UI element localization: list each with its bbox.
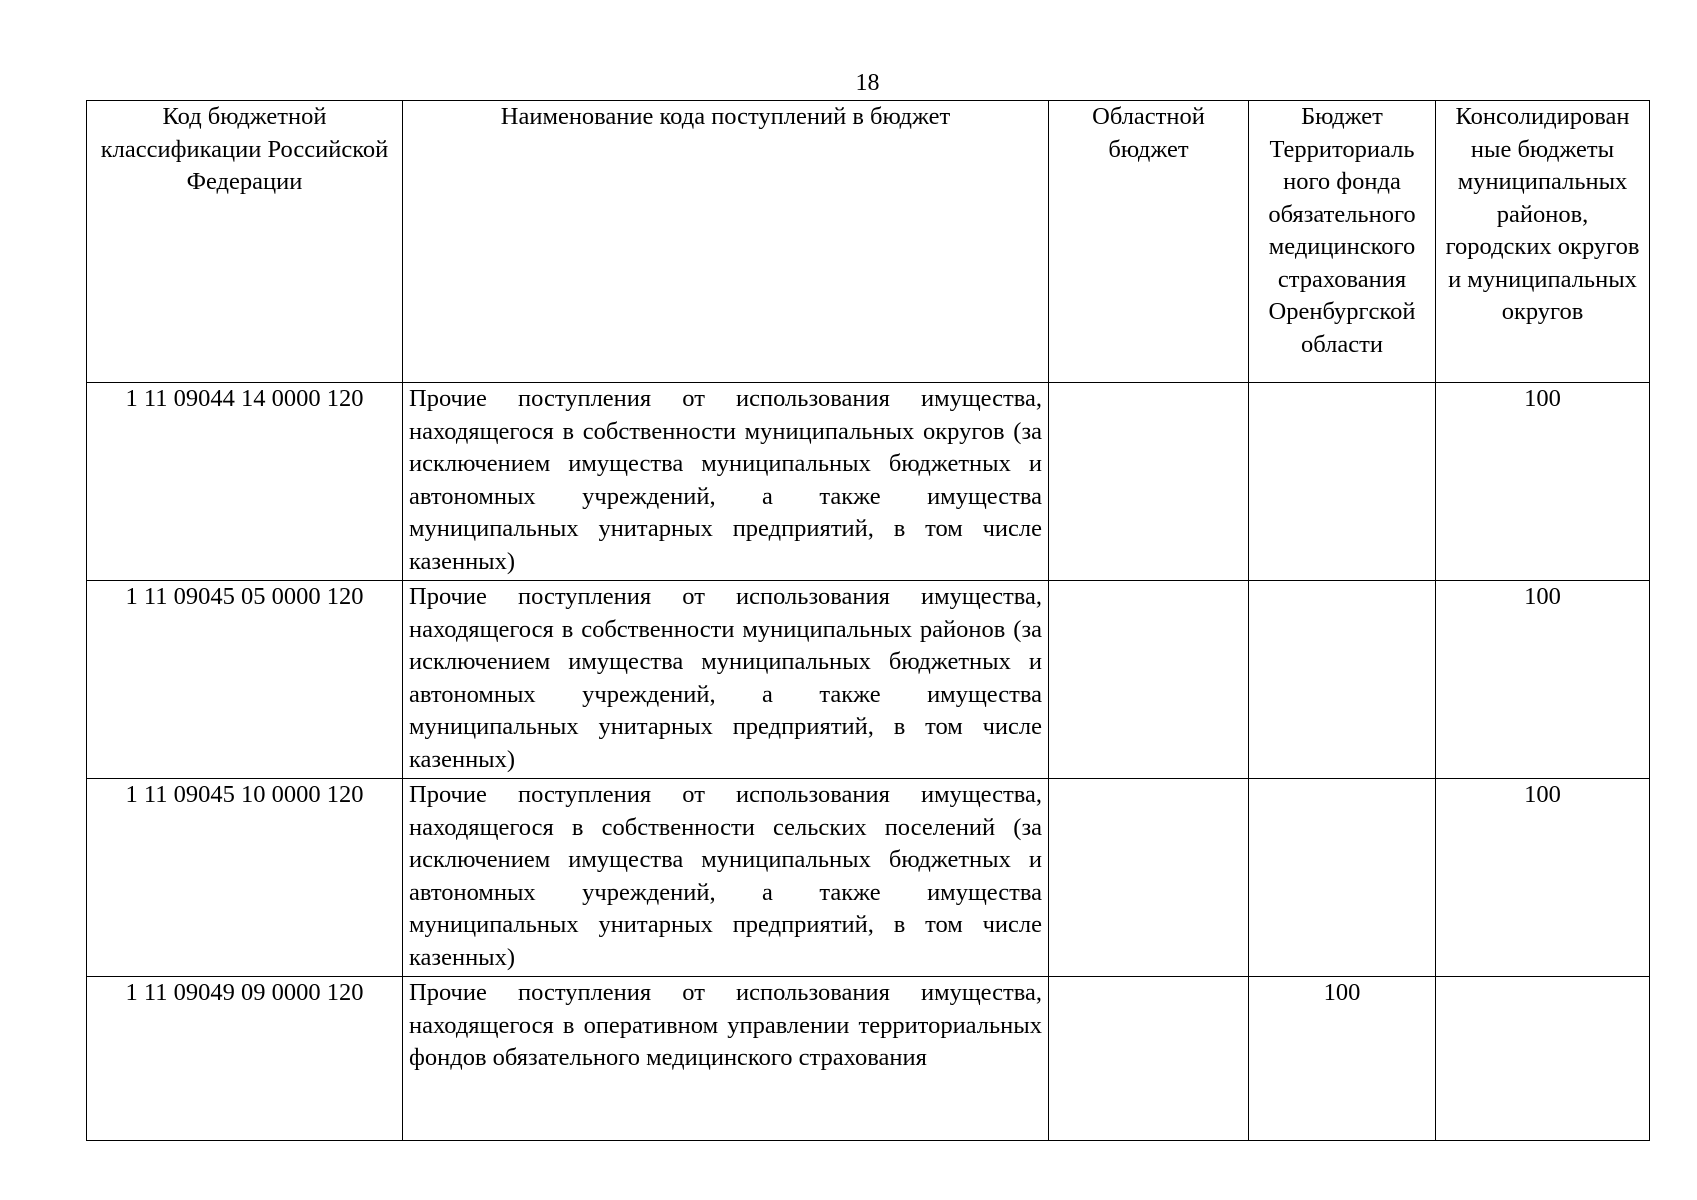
row-name: Прочие поступления от использования имущества, находящегося в собственности муниципальных округов (за исключением имущества муниципальных бюджетных и автономных учреждений, а также имущества муниципальных унитарных предприятий, в том числе казенных) — [403, 383, 1049, 581]
row-code: 1 11 09045 05 0000 120 — [87, 581, 403, 779]
row-municipal-value: 100 — [1436, 383, 1650, 581]
row-tfoms-value — [1249, 581, 1436, 779]
row-municipal-value: 100 — [1436, 581, 1650, 779]
row-tfoms-value: 100 — [1249, 977, 1436, 1141]
table-row — [87, 383, 1650, 581]
row-municipal-value — [1436, 977, 1650, 1141]
row-name: Прочие поступления от использования имущества, находящегося в оперативном управлении территориальных фондов обязательного медицинского страхования — [403, 977, 1049, 1141]
header-code: Код бюджетной классификации Российской Федерации — [87, 101, 403, 383]
row-regional-value — [1049, 383, 1249, 581]
budget-classification-table — [86, 100, 1650, 1141]
header-municipal-budgets: Консолидирован ные бюджеты муниципальных районов, городских округов и муниципальных округов — [1436, 101, 1650, 383]
header-tfoms-budget: Бюджет Территориаль ного фонда обязательного медицинского страхования Оренбургской области — [1249, 101, 1436, 383]
table-row — [87, 779, 1650, 977]
table-row — [87, 581, 1650, 779]
header-regional-budget: Областной бюджет — [1049, 101, 1249, 383]
table-row — [87, 977, 1650, 1141]
page-number: 18 — [855, 70, 880, 96]
row-regional-value — [1049, 779, 1249, 977]
row-code: 1 11 09049 09 0000 120 — [87, 977, 403, 1141]
header-name: Наименование кода поступлений в бюджет — [403, 101, 1049, 383]
row-name: Прочие поступления от использования имущества, находящегося в собственности муниципальных районов (за исключением имущества муниципальных бюджетных и автономных учреждений, а также имущества муниципальных унитарных предприятий, в том числе казенных) — [403, 581, 1049, 779]
row-regional-value — [1049, 977, 1249, 1141]
row-code: 1 11 09045 10 0000 120 — [87, 779, 403, 977]
row-tfoms-value — [1249, 779, 1436, 977]
row-tfoms-value — [1249, 383, 1436, 581]
row-name: Прочие поступления от использования имущества, находящегося в собственности сельских поселений (за исключением имущества муниципальных бюджетных и автономных учреждений, а также имущества муниципальных унитарных предприятий, в том числе казенных) — [403, 779, 1049, 977]
row-regional-value — [1049, 581, 1249, 779]
table-header-row — [87, 101, 1650, 383]
row-municipal-value: 100 — [1436, 779, 1650, 977]
row-code: 1 11 09044 14 0000 120 — [87, 383, 403, 581]
